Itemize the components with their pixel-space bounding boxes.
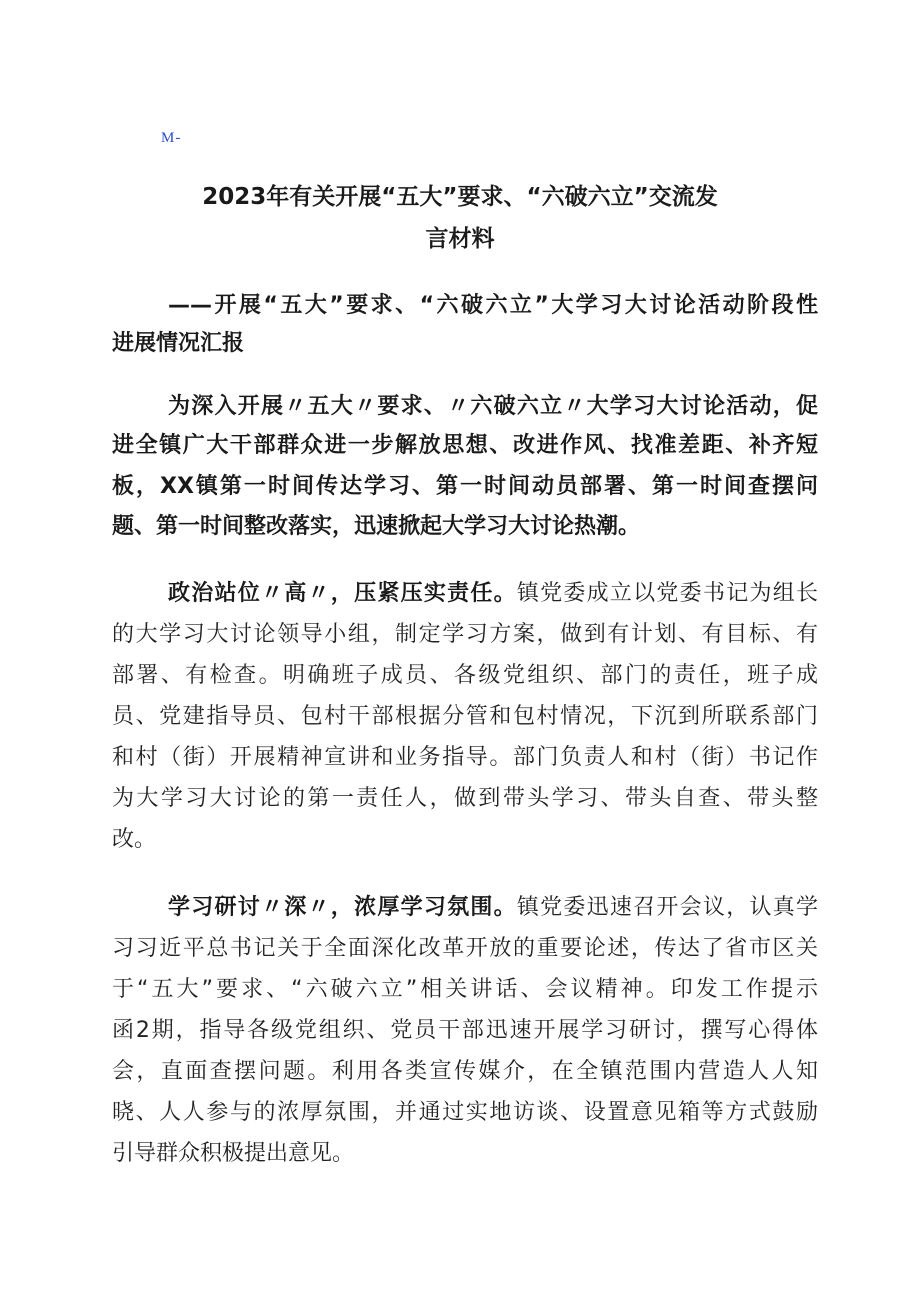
page-marker: M- (161, 130, 182, 146)
section1-line-6: 为大学习大讨论的第一责任人，做到带头学习、带头自查、带头整 (112, 786, 818, 811)
intro-line-4: 题、第一时间整改落实，迅速掀起大学习大讨论热潮。 (112, 514, 641, 539)
section1-line-2: 的大学习大讨论领导小组，制定学习方案，做到有计划、有目标、有 (112, 622, 818, 647)
section2-first-rest: 镇党委迅速召开会议，认真学 (516, 895, 818, 920)
title-line-2: 言材料 (425, 226, 495, 252)
subtitle-line-1: ——开展“五大”要求、“六破六立”大学习大讨论活动阶段性 (168, 293, 818, 318)
section1-line-4: 员、党建指导员、包村干部根据分管和包村情况，下沉到所联系部门 (112, 704, 818, 729)
intro-line-3: 板，XX镇第一时间传达学习、第一时间动员部署、第一时间查摆问 (112, 474, 818, 499)
subtitle-line-2: 进展情况汇报 (112, 331, 245, 356)
section1-line-1 (168, 574, 818, 614)
section1-lead: 政治站位〃高〃，压紧压实责任。 (168, 581, 517, 606)
section1-line-3: 部署、有检查。明确班子成员、各级党组织、部门的责任，班子成 (112, 663, 818, 688)
section2-line-6: 晓、人人参与的浓厚氛围，并通过实地访谈、设置意见箱等方式鼓励 (112, 1100, 818, 1125)
section2-line-1 (168, 888, 818, 928)
intro-line-1: 为深入开展〃五大〃要求、〃六破六立〃大学习大讨论活动，促 (168, 394, 818, 419)
section1-line-5: 和村（街）开展精神宣讲和业务指导。部门负责人和村（街）书记作 (112, 745, 818, 770)
section2-line-4: 函2期，指导各级党组织、党员干部迅速开展学习研讨，撰写心得体 (112, 1018, 818, 1043)
section1-line-7: 改。 (112, 827, 157, 852)
title-line-1: 2023年有关开展“五大”要求、“六破六立”交流发 (202, 184, 718, 210)
section2-line-2: 习习近平总书记关于全面深化改革开放的重要论述，传达了省市区关 (112, 936, 818, 961)
intro-line-2: 进全镇广大干部群众进一步解放思想、改进作风、找准差距、补齐短 (112, 433, 818, 458)
section2-line-5: 会，直面查摆问题。利用各类宣传媒介，在全镇范围内营造人人知 (112, 1059, 818, 1084)
section2-lead: 学习研讨〃深〃，浓厚学习氛围。 (168, 895, 517, 920)
section2-line-3: 于“五大”要求、“六破六立”相关讲话、会议精神。印发工作提示 (112, 977, 818, 1002)
section2-line-7: 引导群众积极提出意见。 (112, 1141, 355, 1166)
section1-first-rest: 镇党委成立以党委书记为组长 (516, 581, 818, 606)
